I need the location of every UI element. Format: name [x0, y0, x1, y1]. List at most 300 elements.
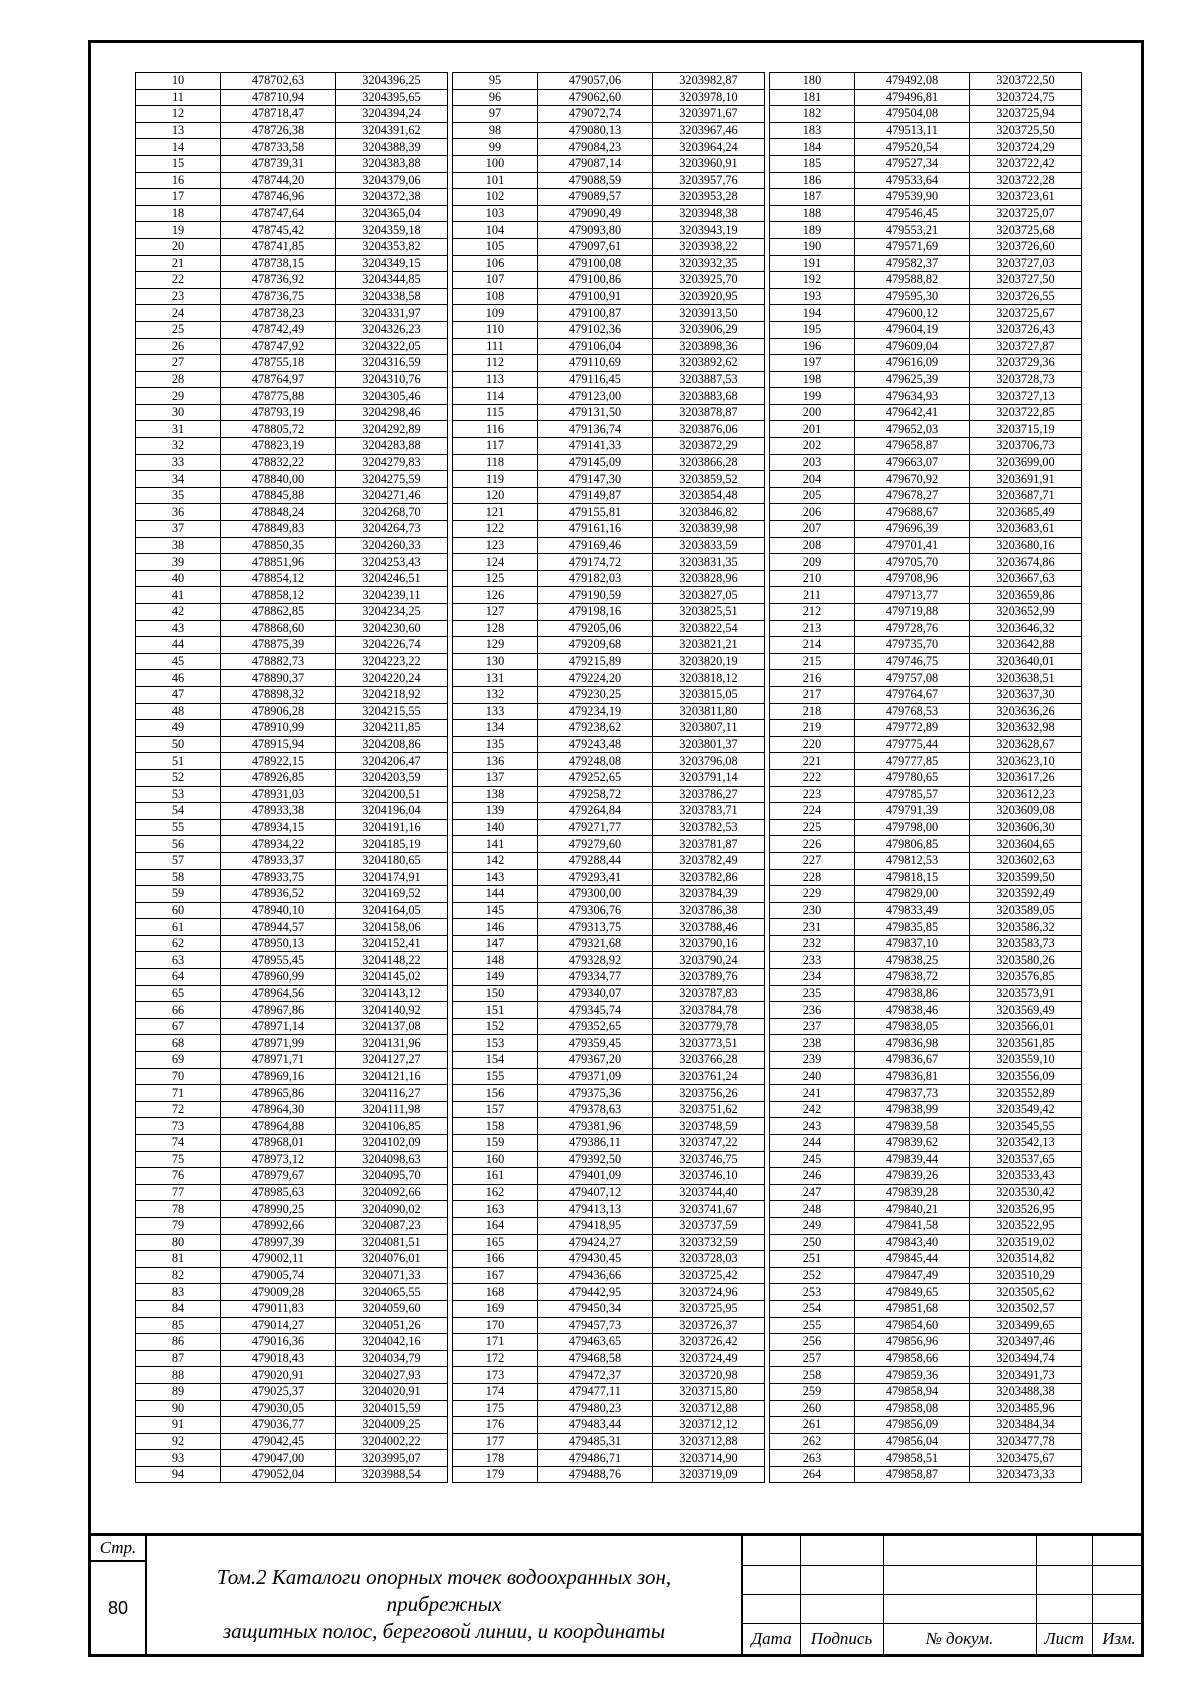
table-row: [136, 388, 448, 405]
table-row: [136, 902, 448, 919]
table-row: [453, 803, 765, 820]
point-number-cell: 77: [136, 1184, 221, 1201]
point-number-cell: 65: [136, 985, 221, 1002]
point-number-cell: 248: [770, 1201, 855, 1218]
x-coordinate-cell: 478960,99: [221, 969, 336, 986]
table-row: [136, 852, 448, 869]
x-coordinate-cell: 479600,12: [855, 305, 970, 322]
x-coordinate-cell: 479141,33: [538, 438, 653, 455]
x-coordinate-cell: 478882,73: [221, 653, 336, 670]
point-number-cell: 111: [453, 338, 538, 355]
y-coordinate-cell: 3204305,46: [336, 388, 448, 405]
revision-row: [743, 1594, 1144, 1624]
table-row: [453, 1317, 765, 1334]
x-coordinate-cell: 478848,24: [221, 504, 336, 521]
point-number-cell: 66: [136, 1002, 221, 1019]
y-coordinate-cell: 3204230,60: [336, 620, 448, 637]
table-row: [453, 1334, 765, 1351]
y-coordinate-cell: 3203746,75: [653, 1151, 765, 1168]
table-row: [453, 321, 765, 338]
y-coordinate-cell: 3204185,19: [336, 836, 448, 853]
table-row: [770, 421, 1082, 438]
table-row: [136, 703, 448, 720]
x-coordinate-cell: 479047,00: [221, 1450, 336, 1467]
table-row: [453, 1450, 765, 1467]
x-coordinate-cell: 479413,13: [538, 1201, 653, 1218]
point-number-cell: 238: [770, 1035, 855, 1052]
table-row: [136, 172, 448, 189]
point-number-cell: 96: [453, 89, 538, 106]
point-number-cell: 90: [136, 1400, 221, 1417]
x-coordinate-cell: 479839,44: [855, 1151, 970, 1168]
point-number-cell: 88: [136, 1367, 221, 1384]
x-coordinate-cell: 479856,09: [855, 1417, 970, 1434]
point-number-cell: 71: [136, 1085, 221, 1102]
document-title-line-1: Том.2 Каталоги опорных точек водоохранных зон, прибрежных: [216, 1565, 672, 1616]
table-row: [453, 454, 765, 471]
y-coordinate-cell: 3203592,49: [970, 886, 1082, 903]
y-coordinate-cell: 3204239,11: [336, 587, 448, 604]
y-coordinate-cell: 3204127,27: [336, 1052, 448, 1069]
point-number-cell: 59: [136, 886, 221, 903]
y-coordinate-cell: 3203726,42: [653, 1334, 765, 1351]
x-coordinate-cell: 479018,43: [221, 1350, 336, 1367]
table-row: [136, 1018, 448, 1035]
table-row: [770, 1217, 1082, 1234]
y-coordinate-cell: 3203729,36: [970, 355, 1082, 372]
y-coordinate-cell: 3203725,42: [653, 1267, 765, 1284]
point-number-cell: 28: [136, 371, 221, 388]
table-row: [136, 89, 448, 106]
table-row: [770, 1118, 1082, 1135]
x-coordinate-cell: 479833,49: [855, 902, 970, 919]
point-number-cell: 104: [453, 222, 538, 239]
table-row: [770, 653, 1082, 670]
x-coordinate-cell: 478746,96: [221, 189, 336, 206]
x-coordinate-cell: 479798,00: [855, 819, 970, 836]
x-coordinate-cell: 479102,36: [538, 321, 653, 338]
x-coordinate-cell: 479746,75: [855, 653, 970, 670]
point-number-cell: 73: [136, 1118, 221, 1135]
y-coordinate-cell: 3203783,71: [653, 803, 765, 820]
table-row: [136, 869, 448, 886]
page-number: 80: [91, 1562, 147, 1654]
table-row: [770, 1400, 1082, 1417]
y-coordinate-cell: 3204310,76: [336, 371, 448, 388]
y-coordinate-cell: 3203617,26: [970, 769, 1082, 786]
x-coordinate-cell: 479838,72: [855, 969, 970, 986]
y-coordinate-cell: 3203514,82: [970, 1251, 1082, 1268]
coordinate-table-1: [135, 72, 448, 1483]
x-coordinate-cell: 478968,01: [221, 1135, 336, 1152]
y-coordinate-cell: 3203811,80: [653, 703, 765, 720]
point-number-cell: 212: [770, 604, 855, 621]
x-coordinate-cell: 479546,45: [855, 205, 970, 222]
y-coordinate-cell: 3203580,26: [970, 952, 1082, 969]
table-row: [770, 819, 1082, 836]
table-row: [770, 1234, 1082, 1251]
point-number-cell: 241: [770, 1085, 855, 1102]
y-coordinate-cell: 3204322,05: [336, 338, 448, 355]
y-coordinate-cell: 3203719,09: [653, 1466, 765, 1483]
point-number-cell: 108: [453, 288, 538, 305]
x-coordinate-cell: 478906,28: [221, 703, 336, 720]
x-coordinate-cell: 479616,09: [855, 355, 970, 372]
x-coordinate-cell: 478997,39: [221, 1234, 336, 1251]
x-coordinate-cell: 479401,09: [538, 1168, 653, 1185]
point-number-cell: 120: [453, 487, 538, 504]
table-row: [136, 1217, 448, 1234]
point-number-cell: 53: [136, 786, 221, 803]
x-coordinate-cell: 479424,27: [538, 1234, 653, 1251]
x-coordinate-cell: 478845,88: [221, 487, 336, 504]
table-row: [136, 1450, 448, 1467]
y-coordinate-cell: 3203782,49: [653, 852, 765, 869]
y-coordinate-cell: 3203825,51: [653, 604, 765, 621]
table-row: [453, 1367, 765, 1384]
x-coordinate-cell: 478969,16: [221, 1068, 336, 1085]
table-row: [136, 537, 448, 554]
point-number-cell: 23: [136, 288, 221, 305]
y-coordinate-cell: 3203988,54: [336, 1466, 448, 1483]
point-number-cell: 260: [770, 1400, 855, 1417]
table-row: [136, 1267, 448, 1284]
point-number-cell: 234: [770, 969, 855, 986]
point-number-cell: 140: [453, 819, 538, 836]
y-coordinate-cell: 3203784,39: [653, 886, 765, 903]
table-row: [770, 238, 1082, 255]
y-coordinate-cell: 3204326,23: [336, 321, 448, 338]
table-row: [453, 189, 765, 206]
x-coordinate-cell: 479264,84: [538, 803, 653, 820]
y-coordinate-cell: 3204020,91: [336, 1383, 448, 1400]
point-number-cell: 233: [770, 952, 855, 969]
y-coordinate-cell: 3204148,22: [336, 952, 448, 969]
table-row: [136, 653, 448, 670]
coordinate-tables: [135, 72, 1095, 1575]
point-number-cell: 69: [136, 1052, 221, 1069]
x-coordinate-cell: 479020,91: [221, 1367, 336, 1384]
x-coordinate-cell: 479145,09: [538, 454, 653, 471]
point-number-cell: 91: [136, 1417, 221, 1434]
table-row: [453, 471, 765, 488]
point-number-cell: 174: [453, 1383, 538, 1400]
table-row: [453, 604, 765, 621]
x-coordinate-cell: 478971,99: [221, 1035, 336, 1052]
point-number-cell: 230: [770, 902, 855, 919]
y-coordinate-cell: 3204087,23: [336, 1217, 448, 1234]
y-coordinate-cell: 3204260,33: [336, 537, 448, 554]
point-number-cell: 64: [136, 969, 221, 986]
y-coordinate-cell: 3204116,27: [336, 1085, 448, 1102]
point-number-cell: 123: [453, 537, 538, 554]
table-row: [453, 786, 765, 803]
y-coordinate-cell: 3203556,09: [970, 1068, 1082, 1085]
point-number-cell: 10: [136, 73, 221, 90]
y-coordinate-cell: 3203712,12: [653, 1417, 765, 1434]
table-row: [453, 703, 765, 720]
x-coordinate-cell: 479279,60: [538, 836, 653, 853]
x-coordinate-cell: 479252,65: [538, 769, 653, 786]
y-coordinate-cell: 3203683,61: [970, 521, 1082, 538]
y-coordinate-cell: 3203828,96: [653, 570, 765, 587]
x-coordinate-cell: 479334,77: [538, 969, 653, 986]
point-number-cell: 199: [770, 388, 855, 405]
table-row: [453, 1217, 765, 1234]
table-row: [453, 1433, 765, 1450]
point-number-cell: 201: [770, 421, 855, 438]
point-number-cell: 152: [453, 1018, 538, 1035]
y-coordinate-cell: 3203589,05: [970, 902, 1082, 919]
x-coordinate-cell: 479106,04: [538, 338, 653, 355]
table-row: [136, 1383, 448, 1400]
y-coordinate-cell: 3204353,82: [336, 238, 448, 255]
point-number-cell: 29: [136, 388, 221, 405]
x-coordinate-cell: 479533,64: [855, 172, 970, 189]
point-number-cell: 179: [453, 1466, 538, 1483]
x-coordinate-cell: 478738,15: [221, 255, 336, 272]
point-number-cell: 247: [770, 1184, 855, 1201]
x-coordinate-cell: 478933,75: [221, 869, 336, 886]
x-coordinate-cell: 479367,20: [538, 1052, 653, 1069]
point-number-cell: 76: [136, 1168, 221, 1185]
x-coordinate-cell: 479271,77: [538, 819, 653, 836]
x-coordinate-cell: 479812,53: [855, 852, 970, 869]
x-coordinate-cell: 478915,94: [221, 736, 336, 753]
table-row: [136, 272, 448, 289]
table-row: [136, 1151, 448, 1168]
point-number-cell: 186: [770, 172, 855, 189]
y-coordinate-cell: 3204200,51: [336, 786, 448, 803]
x-coordinate-cell: 479858,66: [855, 1350, 970, 1367]
y-coordinate-cell: 3204211,85: [336, 720, 448, 737]
table-row: [136, 1367, 448, 1384]
table-row: [453, 720, 765, 737]
x-coordinate-cell: 479845,44: [855, 1251, 970, 1268]
document-title: [147, 1536, 741, 1654]
point-number-cell: 257: [770, 1350, 855, 1367]
table-row: [136, 504, 448, 521]
point-number-cell: 98: [453, 122, 538, 139]
point-number-cell: 47: [136, 686, 221, 703]
x-coordinate-cell: 479818,15: [855, 869, 970, 886]
y-coordinate-cell: 3203967,46: [653, 122, 765, 139]
x-coordinate-cell: 479858,08: [855, 1400, 970, 1417]
x-coordinate-cell: 478854,12: [221, 570, 336, 587]
table-row: [770, 786, 1082, 803]
table-row: [453, 1400, 765, 1417]
table-row: [770, 355, 1082, 372]
y-coordinate-cell: 3204220,24: [336, 670, 448, 687]
point-number-cell: 148: [453, 952, 538, 969]
table-row: [770, 487, 1082, 504]
point-number-cell: 15: [136, 155, 221, 172]
x-coordinate-cell: 478739,31: [221, 155, 336, 172]
point-number-cell: 36: [136, 504, 221, 521]
table-row: [770, 338, 1082, 355]
point-number-cell: 18: [136, 205, 221, 222]
table-row: [770, 1101, 1082, 1118]
point-number-cell: 72: [136, 1101, 221, 1118]
point-number-cell: 226: [770, 836, 855, 853]
point-number-cell: 132: [453, 686, 538, 703]
point-number-cell: 223: [770, 786, 855, 803]
y-coordinate-cell: 3204015,59: [336, 1400, 448, 1417]
point-number-cell: 243: [770, 1118, 855, 1135]
table-row: [136, 1068, 448, 1085]
table-row: [770, 1317, 1082, 1334]
x-coordinate-cell: 479768,53: [855, 703, 970, 720]
point-number-cell: 229: [770, 886, 855, 903]
y-coordinate-cell: 3203782,86: [653, 869, 765, 886]
y-coordinate-cell: 3203542,13: [970, 1135, 1082, 1152]
y-coordinate-cell: 3203913,50: [653, 305, 765, 322]
point-number-cell: 24: [136, 305, 221, 322]
table-row: [770, 172, 1082, 189]
y-coordinate-cell: 3203960,91: [653, 155, 765, 172]
point-number-cell: 200: [770, 404, 855, 421]
table-row: [136, 487, 448, 504]
y-coordinate-cell: 3203978,10: [653, 89, 765, 106]
x-coordinate-cell: 479856,04: [855, 1433, 970, 1450]
x-coordinate-cell: 478726,38: [221, 122, 336, 139]
x-coordinate-cell: 479345,74: [538, 1002, 653, 1019]
point-number-cell: 180: [770, 73, 855, 90]
table-row: [770, 321, 1082, 338]
table-row: [136, 1466, 448, 1483]
y-coordinate-cell: 3203714,90: [653, 1450, 765, 1467]
point-number-cell: 133: [453, 703, 538, 720]
table-row: [770, 637, 1082, 654]
y-coordinate-cell: 3203599,50: [970, 869, 1082, 886]
table-row: [136, 786, 448, 803]
y-coordinate-cell: 3203878,87: [653, 404, 765, 421]
table-row: [770, 1135, 1082, 1152]
table-row: [770, 686, 1082, 703]
x-coordinate-cell: 478971,14: [221, 1018, 336, 1035]
point-number-cell: 99: [453, 139, 538, 156]
y-coordinate-cell: 3204076,01: [336, 1251, 448, 1268]
table-row: [770, 471, 1082, 488]
y-coordinate-cell: 3204379,06: [336, 172, 448, 189]
point-number-cell: 222: [770, 769, 855, 786]
table-row: [136, 305, 448, 322]
table-row: [136, 952, 448, 969]
point-number-cell: 95: [453, 73, 538, 90]
point-number-cell: 206: [770, 504, 855, 521]
point-number-cell: 173: [453, 1367, 538, 1384]
y-coordinate-cell: 3203727,50: [970, 272, 1082, 289]
point-number-cell: 171: [453, 1334, 538, 1351]
table-row: [453, 155, 765, 172]
y-coordinate-cell: 3203846,82: [653, 504, 765, 521]
y-coordinate-cell: 3204292,89: [336, 421, 448, 438]
table-row: [453, 521, 765, 538]
table-row: [453, 1135, 765, 1152]
table-row: [136, 1334, 448, 1351]
point-number-cell: 183: [770, 122, 855, 139]
point-number-cell: 12: [136, 106, 221, 123]
x-coordinate-cell: 479084,23: [538, 139, 653, 156]
point-number-cell: 13: [136, 122, 221, 139]
point-number-cell: 16: [136, 172, 221, 189]
point-number-cell: 224: [770, 803, 855, 820]
x-coordinate-cell: 478823,19: [221, 438, 336, 455]
table-row: [770, 89, 1082, 106]
y-coordinate-cell: 3204137,08: [336, 1018, 448, 1035]
y-coordinate-cell: 3203728,73: [970, 371, 1082, 388]
table-row: [453, 1101, 765, 1118]
point-number-cell: 87: [136, 1350, 221, 1367]
x-coordinate-cell: 479520,54: [855, 139, 970, 156]
y-coordinate-cell: 3203715,80: [653, 1383, 765, 1400]
x-coordinate-cell: 478940,10: [221, 902, 336, 919]
y-coordinate-cell: 3203722,28: [970, 172, 1082, 189]
point-number-cell: 121: [453, 504, 538, 521]
x-coordinate-cell: 479527,34: [855, 155, 970, 172]
x-coordinate-cell: 478744,20: [221, 172, 336, 189]
point-number-cell: 227: [770, 852, 855, 869]
x-coordinate-cell: 479340,07: [538, 985, 653, 1002]
point-number-cell: 110: [453, 321, 538, 338]
point-number-cell: 143: [453, 869, 538, 886]
x-coordinate-cell: 479258,72: [538, 786, 653, 803]
table-row: [136, 1035, 448, 1052]
point-number-cell: 176: [453, 1417, 538, 1434]
point-number-cell: 113: [453, 371, 538, 388]
point-number-cell: 228: [770, 869, 855, 886]
x-coordinate-cell: 479838,46: [855, 1002, 970, 1019]
point-number-cell: 259: [770, 1383, 855, 1400]
point-number-cell: 49: [136, 720, 221, 737]
x-coordinate-cell: 479088,59: [538, 172, 653, 189]
table-row: [453, 338, 765, 355]
y-coordinate-cell: 3203790,16: [653, 935, 765, 952]
table-row: [136, 803, 448, 820]
y-coordinate-cell: 3204275,59: [336, 471, 448, 488]
y-coordinate-cell: 3203925,70: [653, 272, 765, 289]
point-number-cell: 236: [770, 1002, 855, 1019]
y-coordinate-cell: 3203727,03: [970, 255, 1082, 272]
y-coordinate-cell: 3203519,02: [970, 1234, 1082, 1251]
x-coordinate-cell: 479806,85: [855, 836, 970, 853]
point-number-cell: 261: [770, 1417, 855, 1434]
point-number-cell: 217: [770, 686, 855, 703]
x-coordinate-cell: 479838,25: [855, 952, 970, 969]
point-number-cell: 81: [136, 1251, 221, 1268]
y-coordinate-cell: 3204042,16: [336, 1334, 448, 1351]
y-coordinate-cell: 3203499,65: [970, 1317, 1082, 1334]
y-coordinate-cell: 3204365,04: [336, 205, 448, 222]
point-number-cell: 216: [770, 670, 855, 687]
x-coordinate-cell: 479609,04: [855, 338, 970, 355]
table-row: [136, 371, 448, 388]
x-coordinate-cell: 478933,37: [221, 852, 336, 869]
point-number-cell: 245: [770, 1151, 855, 1168]
table-row: [453, 404, 765, 421]
table-row: [136, 1118, 448, 1135]
point-number-cell: 103: [453, 205, 538, 222]
point-number-cell: 204: [770, 471, 855, 488]
y-coordinate-cell: 3203737,59: [653, 1217, 765, 1234]
point-number-cell: 255: [770, 1317, 855, 1334]
point-number-cell: 17: [136, 189, 221, 206]
x-coordinate-cell: 478964,30: [221, 1101, 336, 1118]
x-coordinate-cell: 479780,65: [855, 769, 970, 786]
table-row: [770, 272, 1082, 289]
y-coordinate-cell: 3204131,96: [336, 1035, 448, 1052]
table-row: [770, 1184, 1082, 1201]
